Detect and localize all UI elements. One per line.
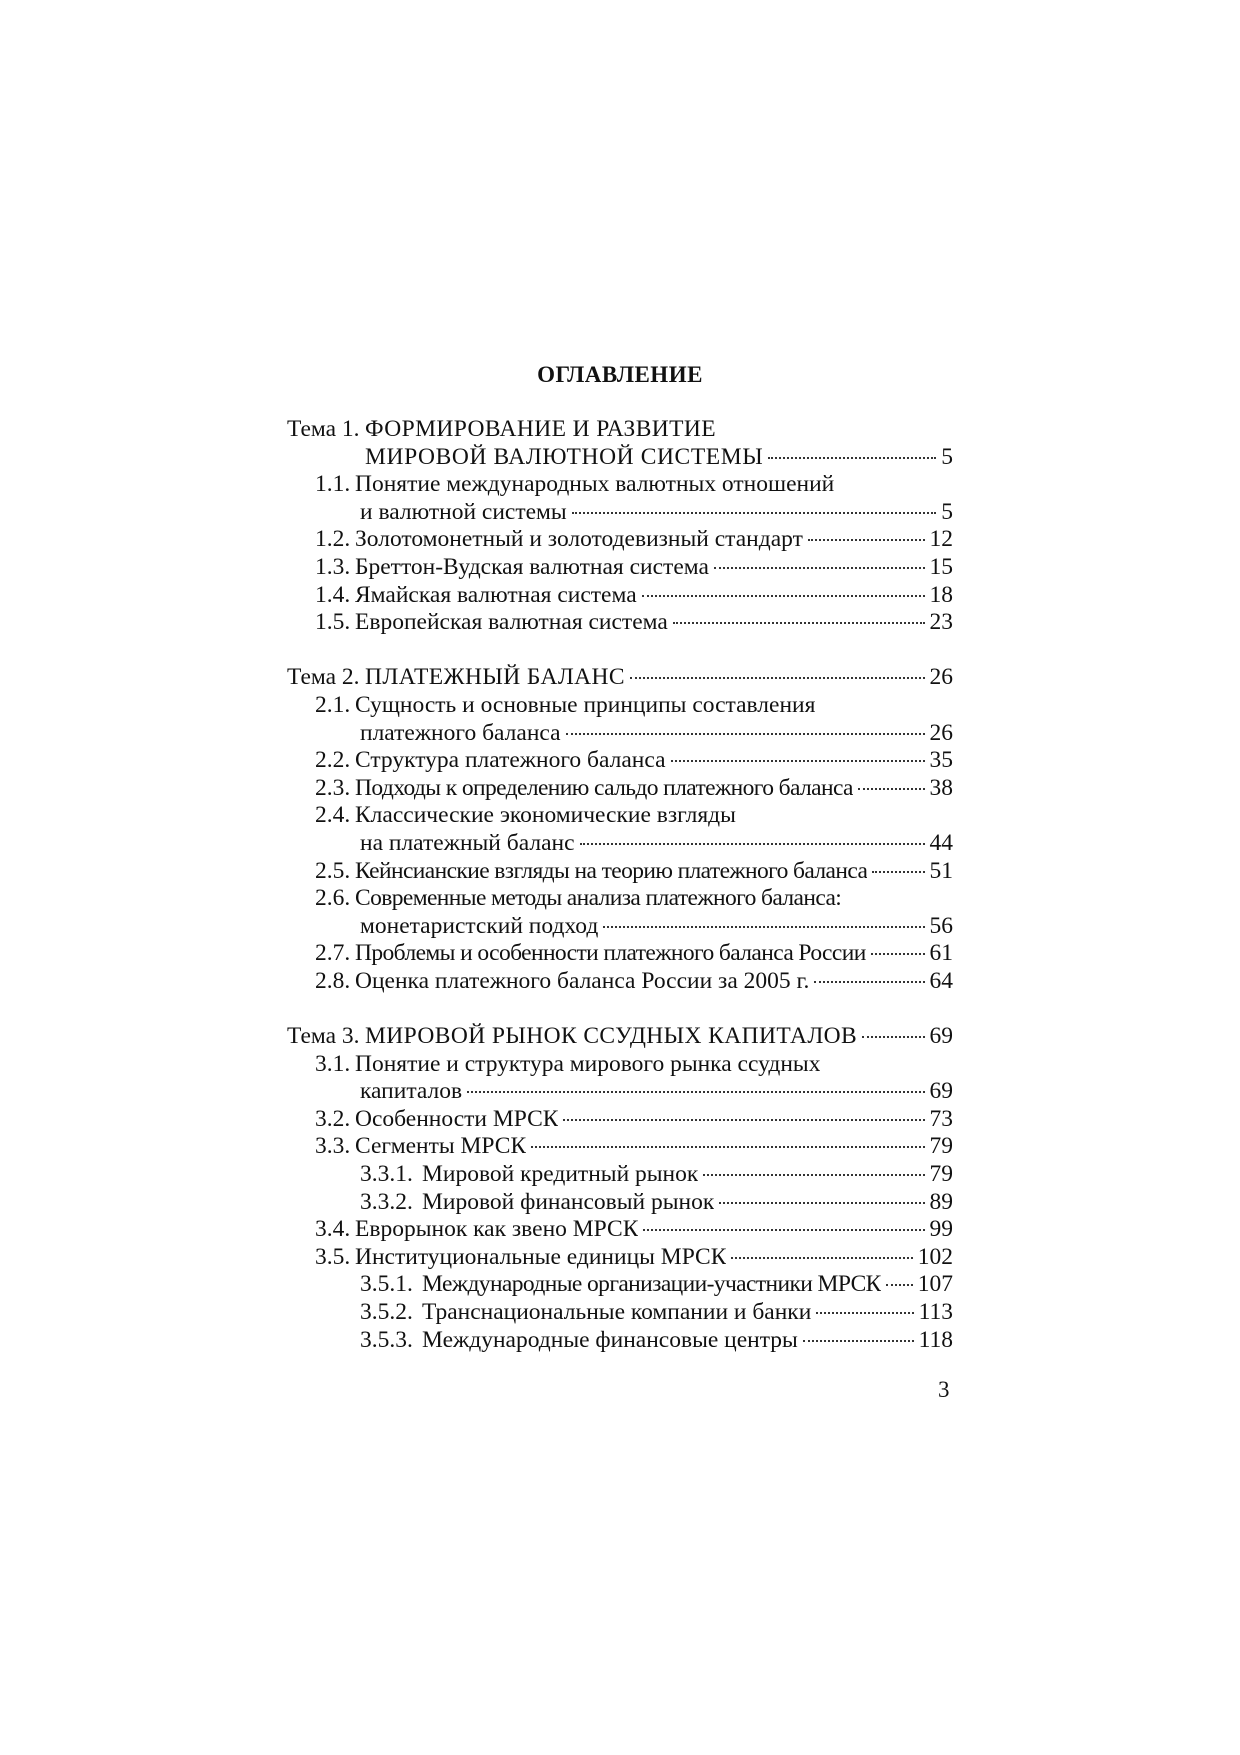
toc-entry-title-line1: Понятие международных валютных отношений	[355, 471, 835, 498]
toc-entry-title: Транснациональные компании и банки	[422, 1299, 812, 1325]
toc-entry-number: 1.5.	[315, 609, 351, 636]
section-spacer	[287, 637, 953, 665]
toc-entry-title: Особенности МРСК	[355, 1105, 559, 1132]
toc-entry-page: 56	[929, 912, 953, 939]
toc-entry-title: Международные финансовые центры	[422, 1326, 798, 1353]
toc-entry-number: 1.4.	[315, 581, 351, 608]
dot-leader	[671, 760, 925, 762]
toc-entry-title-line1: Сущность и основные принципы составления	[355, 691, 816, 718]
toc-entry-2-1[interactable]	[287, 692, 953, 720]
toc-entry-page: 118	[918, 1326, 953, 1353]
dot-leader	[719, 1202, 924, 1204]
toc-entry-number: 3.4.	[315, 1216, 351, 1243]
dot-leader	[808, 539, 925, 541]
toc-entry-1-4[interactable]	[287, 582, 953, 610]
toc-entry-number: 3.3.1.	[360, 1161, 413, 1188]
toc-entry-title: Кейнсианские взгляды на теорию платежного баланса	[355, 857, 868, 884]
toc-entry-2-5[interactable]	[287, 858, 953, 886]
dot-leader	[467, 1091, 924, 1093]
toc-entry-title: Мировой кредитный рынок	[422, 1161, 699, 1188]
toc-entry-2-6-continuation[interactable]	[287, 913, 953, 941]
dot-leader	[803, 1340, 914, 1342]
toc-entry-title-line1: Понятие и структура мирового рынка ссудных	[355, 1050, 821, 1077]
dot-leader	[531, 1146, 924, 1148]
toc-entry-number: 2.6.	[315, 885, 351, 912]
toc-entry-title: Международные организации-участники МРСК	[422, 1271, 881, 1298]
toc-entry-page: 5	[941, 498, 953, 525]
toc-entry-title: Подходы к определению сальдо платежного баланса	[355, 774, 853, 801]
toc-entry-page: 38	[929, 774, 953, 801]
toc-entry-3-3-2[interactable]	[287, 1189, 953, 1217]
toc-entry-page: 61	[929, 940, 953, 967]
toc-entry-page: 79	[929, 1161, 953, 1188]
section-spacer	[287, 995, 953, 1023]
dot-leader	[731, 1257, 912, 1259]
toc-entry-title-line2: капиталов	[360, 1078, 463, 1105]
toc-entry-title: Бреттон-Вудская валютная система	[355, 553, 709, 580]
toc-entry-number: 3.3.	[315, 1133, 351, 1160]
toc-entry-topic-1[interactable]	[287, 416, 953, 444]
toc-entry-1-3[interactable]	[287, 554, 953, 582]
toc-entry-number: Тема 3.	[287, 1023, 360, 1050]
toc-entry-number: 3.5.1.	[360, 1271, 413, 1298]
toc-entry-number: Тема 2.	[287, 664, 360, 691]
toc-entry-title: МИРОВОЙ РЫНОК ССУДНЫХ КАПИТАЛОВ	[365, 1023, 858, 1050]
toc-entry-page: 113	[918, 1299, 953, 1325]
toc-entry-number: 1.1.	[315, 471, 351, 498]
toc-entry-topic-1-continuation[interactable]	[287, 444, 953, 472]
toc-entry-2-8[interactable]	[287, 968, 953, 996]
toc-entry-page: 99	[929, 1216, 953, 1243]
toc-entry-3-1[interactable]	[287, 1051, 953, 1079]
toc-entry-page: 51	[929, 857, 953, 884]
toc-entry-number: 3.3.2.	[360, 1188, 413, 1215]
dot-leader	[872, 871, 924, 873]
toc-entry-2-6[interactable]	[287, 885, 953, 913]
dot-leader	[580, 843, 925, 845]
toc-entry-title: Золотомонетный и золотодевизный стандарт	[355, 526, 803, 553]
toc-entry-topic-2[interactable]	[287, 664, 953, 692]
toc-entry-title: Сегменты МРСК	[355, 1133, 527, 1160]
toc-entry-title: Европейская валютная система	[355, 609, 668, 636]
toc-entry-title-line1: ФОРМИРОВАНИЕ И РАЗВИТИЕ	[365, 416, 717, 442]
dot-leader	[566, 733, 925, 735]
toc-entry-page: 18	[929, 581, 953, 608]
dot-leader	[714, 567, 925, 569]
toc-entry-page: 69	[929, 1023, 953, 1050]
toc-entry-title-line1: Современные методы анализа платежного баланса:	[355, 885, 842, 912]
toc-entry-number: 1.3.	[315, 553, 351, 580]
toc-entry-number: 3.1.	[315, 1050, 351, 1077]
toc-entry-title: Мировой финансовый рынок	[422, 1188, 715, 1215]
toc-entry-title: Структура платежного баланса	[355, 747, 666, 774]
dot-leader	[768, 457, 936, 459]
toc-entry-3-3-1[interactable]	[287, 1161, 953, 1189]
toc-entry-title-line2: и валютной системы	[360, 498, 567, 525]
toc-entry-3-5-2[interactable]	[287, 1299, 953, 1327]
toc-entry-2-1-continuation[interactable]	[287, 720, 953, 748]
dot-leader	[886, 1284, 913, 1286]
toc-entry-number: 2.5.	[315, 857, 351, 884]
toc-entry-page: 15	[929, 553, 953, 580]
dot-leader	[871, 953, 925, 955]
toc-entry-title-line1: Классические экономические взгляды	[355, 802, 736, 829]
toc-title: ОГЛАВЛЕНИЕ	[537, 362, 703, 387]
toc-entry-number: 3.2.	[315, 1105, 351, 1132]
toc-entry-title: Еврорынок как звено МРСК	[355, 1216, 639, 1243]
toc-entry-page: 64	[929, 967, 953, 994]
toc-entry-number: 2.3.	[315, 774, 351, 801]
toc-entry-page: 35	[929, 747, 953, 774]
dot-leader	[862, 1036, 924, 1038]
toc-entry-3-5-1[interactable]	[287, 1271, 953, 1299]
dot-leader	[816, 1312, 913, 1314]
toc-entry-title: ПЛАТЕЖНЫЙ БАЛАНС	[365, 664, 626, 691]
toc-entry-number: 2.4.	[315, 802, 351, 829]
toc-entry-number: Тема 1.	[287, 416, 360, 442]
toc-entry-page: 69	[929, 1078, 953, 1105]
toc-entry-title: Институциональные единицы МРСК	[355, 1243, 727, 1270]
toc-entry-page: 102	[917, 1243, 953, 1270]
dot-leader	[858, 788, 925, 790]
toc-entry-number: 1.2.	[315, 526, 351, 553]
dot-leader	[563, 1119, 924, 1121]
toc-entry-1-2[interactable]	[287, 526, 953, 554]
toc-entry-page: 12	[929, 526, 953, 553]
toc-entry-3-1-continuation[interactable]	[287, 1078, 953, 1106]
toc-entry-3-2[interactable]	[287, 1106, 953, 1134]
table-of-contents	[287, 416, 953, 1354]
toc-entry-number: 2.7.	[315, 940, 351, 967]
dot-leader	[814, 981, 924, 983]
toc-entry-page: 44	[929, 829, 953, 856]
toc-entry-page: 89	[929, 1188, 953, 1215]
dot-leader	[603, 926, 924, 928]
toc-entry-page: 107	[917, 1271, 953, 1298]
toc-entry-2-4-continuation[interactable]	[287, 830, 953, 858]
toc-entry-3-3[interactable]	[287, 1133, 953, 1161]
toc-entry-1-5[interactable]	[287, 609, 953, 637]
toc-entry-1-1-continuation[interactable]	[287, 499, 953, 527]
toc-entry-title: Проблемы и особенности платежного баланса России	[355, 940, 866, 967]
toc-entry-2-3[interactable]	[287, 775, 953, 803]
toc-entry-2-7[interactable]	[287, 940, 953, 968]
dot-leader	[630, 677, 924, 679]
toc-entry-2-2[interactable]	[287, 747, 953, 775]
toc-entry-3-4[interactable]	[287, 1216, 953, 1244]
toc-entry-2-4[interactable]	[287, 802, 953, 830]
toc-entry-title: Ямайская валютная система	[355, 581, 637, 608]
toc-entry-3-5-3[interactable]	[287, 1327, 953, 1355]
dot-leader	[642, 595, 925, 597]
toc-entry-page: 23	[929, 609, 953, 636]
page-number: 3	[938, 1377, 950, 1402]
toc-entry-title-line2: МИРОВОЙ ВАЛЮТНОЙ СИСТЕМЫ	[365, 443, 764, 470]
toc-entry-number: 3.5.3.	[360, 1326, 413, 1353]
toc-entry-page: 26	[929, 664, 953, 691]
toc-entry-number: 3.5.2.	[360, 1299, 413, 1325]
toc-entry-number: 2.1.	[315, 691, 351, 718]
dot-leader	[673, 622, 925, 624]
toc-entry-title-line2: монетаристский подход	[360, 912, 599, 939]
toc-entry-page: 26	[929, 719, 953, 746]
toc-entry-title-line2: платежного баланса	[360, 719, 561, 746]
dot-leader	[643, 1229, 924, 1231]
toc-entry-page: 79	[929, 1133, 953, 1160]
dot-leader	[572, 512, 937, 514]
toc-entry-number: 2.8.	[315, 967, 351, 994]
toc-entry-page: 5	[941, 443, 953, 470]
toc-entry-title-line2: на платежный баланс	[360, 829, 575, 856]
toc-entry-page: 73	[929, 1105, 953, 1132]
toc-entry-title: Оценка платежного баланса России за 2005 г.	[355, 967, 810, 994]
toc-entry-number: 3.5.	[315, 1243, 351, 1270]
toc-entry-1-1[interactable]	[287, 471, 953, 499]
dot-leader	[703, 1174, 924, 1176]
toc-entry-3-5[interactable]	[287, 1244, 953, 1272]
toc-entry-topic-3[interactable]	[287, 1023, 953, 1051]
toc-entry-number: 2.2.	[315, 747, 351, 774]
